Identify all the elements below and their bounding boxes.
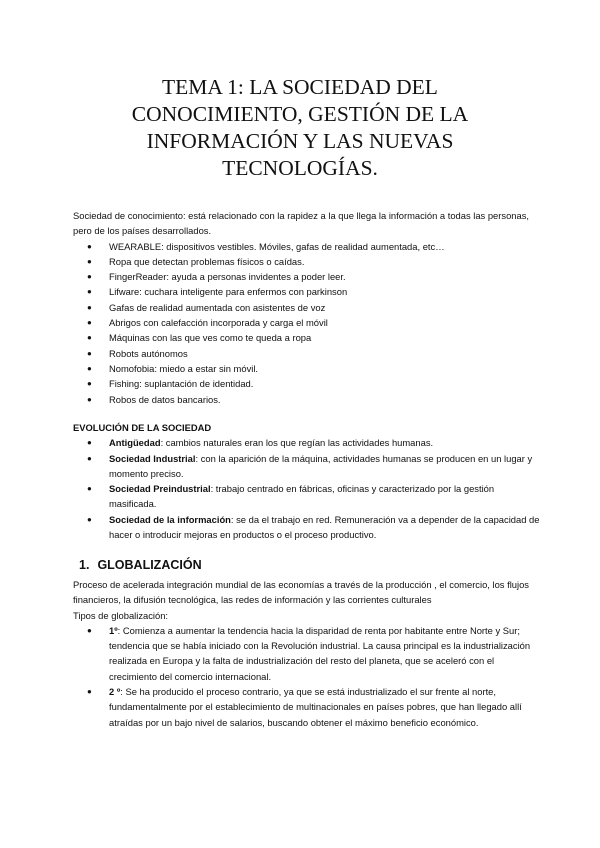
globalizacion-section <box>73 556 543 730</box>
list-item: ● Ropa que detectan problemas físicos o caídas. <box>73 254 543 269</box>
list-item: ● Lifware: cuchara inteligente para enfermos con parkinson <box>73 284 543 299</box>
term: Sociedad Industrial <box>109 452 196 464</box>
term: Antigüedad <box>109 437 161 449</box>
heading-number: 1. <box>79 558 90 572</box>
list-item: ● Sociedad de la información: se da el trabajo en red. Remuneración va a depender de la capacidad de hacer o introducir mejoras en productos o el proceso productivo. <box>87 513 540 541</box>
bullet-icon: ● <box>87 453 92 463</box>
bullet-icon: ● <box>87 302 92 312</box>
bullet-icon: ● <box>87 256 92 266</box>
list-item: ● 2 º: Se ha producido el proceso contrario, ya que se está industrializado el sur frente al norte, fundamentalmente por el establecimiento de multinacionales en países pobres, que han llegado allí atraídas por un bajo nivel de salarios, buscando obtener el máximo beneficio económico. <box>87 686 522 728</box>
bullet-icon: ● <box>87 348 92 358</box>
intro-paragraph: Sociedad de conocimiento: está relacionado con la rapidez a la que llega la información a todas las personas, pero de los países desarrollados. <box>73 210 530 237</box>
list-item: ● 1º: Comienza a aumentar la tendencia hacia la disparidad de renta por habitante entre Norte y Sur; tendencia que se había iniciado con la Revolución industrial. La causa principal es la industrialización realizada en Europa y la falta de industrialización del resto del planeta, que se aceleró con el crecimiento del comercio internacional. <box>87 624 531 682</box>
bullet-icon: ● <box>87 333 92 343</box>
list-item: ● Gafas de realidad aumentada con asistentes de voz <box>73 300 543 315</box>
bullet-icon: ● <box>87 625 92 635</box>
list-item: ● FingerReader: ayuda a personas invidentes a poder leer. <box>73 269 543 284</box>
term: Sociedad Preindustrial <box>109 483 211 495</box>
evolucion-section <box>73 420 543 542</box>
bullet-icon: ● <box>87 272 92 282</box>
term: 1º <box>109 624 118 636</box>
evolucion-bullet-list <box>73 435 543 542</box>
list-item: ● Máquinas con las que ves como te queda a ropa <box>73 330 543 345</box>
globalizacion-bullet-list <box>73 623 543 730</box>
list-item: ● Nomofobia: miedo a estar sin móvil. <box>73 361 543 376</box>
bullet-icon: ● <box>87 287 92 297</box>
list-item: ● WEARABLE: dispositivos vestibles. Móviles, gafas de realidad aumentada, etc… <box>73 239 543 254</box>
intro-section <box>73 208 543 407</box>
globalizacion-paragraph: Proceso de acelerada integración mundial de las economías a través de la producción , el comercio, los flujos financieros, la difusión tecnológica, las redes de información y las corrientes culturales <box>73 579 529 606</box>
list-item: ● Robos de datos bancarios. <box>73 392 543 407</box>
term: 2 º <box>109 686 121 698</box>
title-line-4: TECNOLOGÍAS. <box>222 156 378 180</box>
bullet-icon: ● <box>87 318 92 328</box>
heading-text: GLOBALIZACIÓN <box>97 558 202 572</box>
list-item: ● Sociedad Industrial: con la aparición de la máquina, actividades humanas se producen en un lugar y momento preciso. <box>87 452 533 479</box>
section-heading <box>79 556 543 574</box>
bullet-icon: ● <box>87 363 92 373</box>
bullet-icon: ● <box>87 379 92 389</box>
list-item: ● Robots autónomos <box>73 346 543 361</box>
bullet-icon: ● <box>87 394 92 404</box>
bullet-icon: ● <box>87 514 92 524</box>
list-item: ● Abrigos con calefacción incorporada y carga el móvil <box>73 315 543 330</box>
title-line-1: TEMA 1: LA SOCIEDAD DEL <box>162 75 438 99</box>
bullet-icon: ● <box>87 241 92 251</box>
bullet-icon: ● <box>87 438 92 448</box>
title-line-2: CONOCIMIENTO, GESTIÓN DE LA <box>131 102 469 126</box>
intro-bullet-list <box>73 239 543 407</box>
term: Sociedad de la información <box>109 513 231 525</box>
list-item: ● Fishing: suplantación de identidad. <box>73 376 543 391</box>
document-title <box>60 74 540 182</box>
section-heading: EVOLUCIÓN DE LA SOCIEDAD <box>73 422 212 433</box>
list-item: ● Antigüedad: cambios naturales eran los que regían las actividades humanas. <box>73 435 543 450</box>
bullet-icon: ● <box>87 687 92 697</box>
list-item: ● Sociedad Preindustrial: trabajo centrado en fábricas, oficinas y caracterizado por la gestión masificada. <box>87 483 495 510</box>
title-line-3: INFORMACIÓN Y LAS NUEVAS <box>146 129 454 153</box>
bullet-icon: ● <box>87 484 92 494</box>
types-label: Tipos de globalización: <box>73 609 169 621</box>
